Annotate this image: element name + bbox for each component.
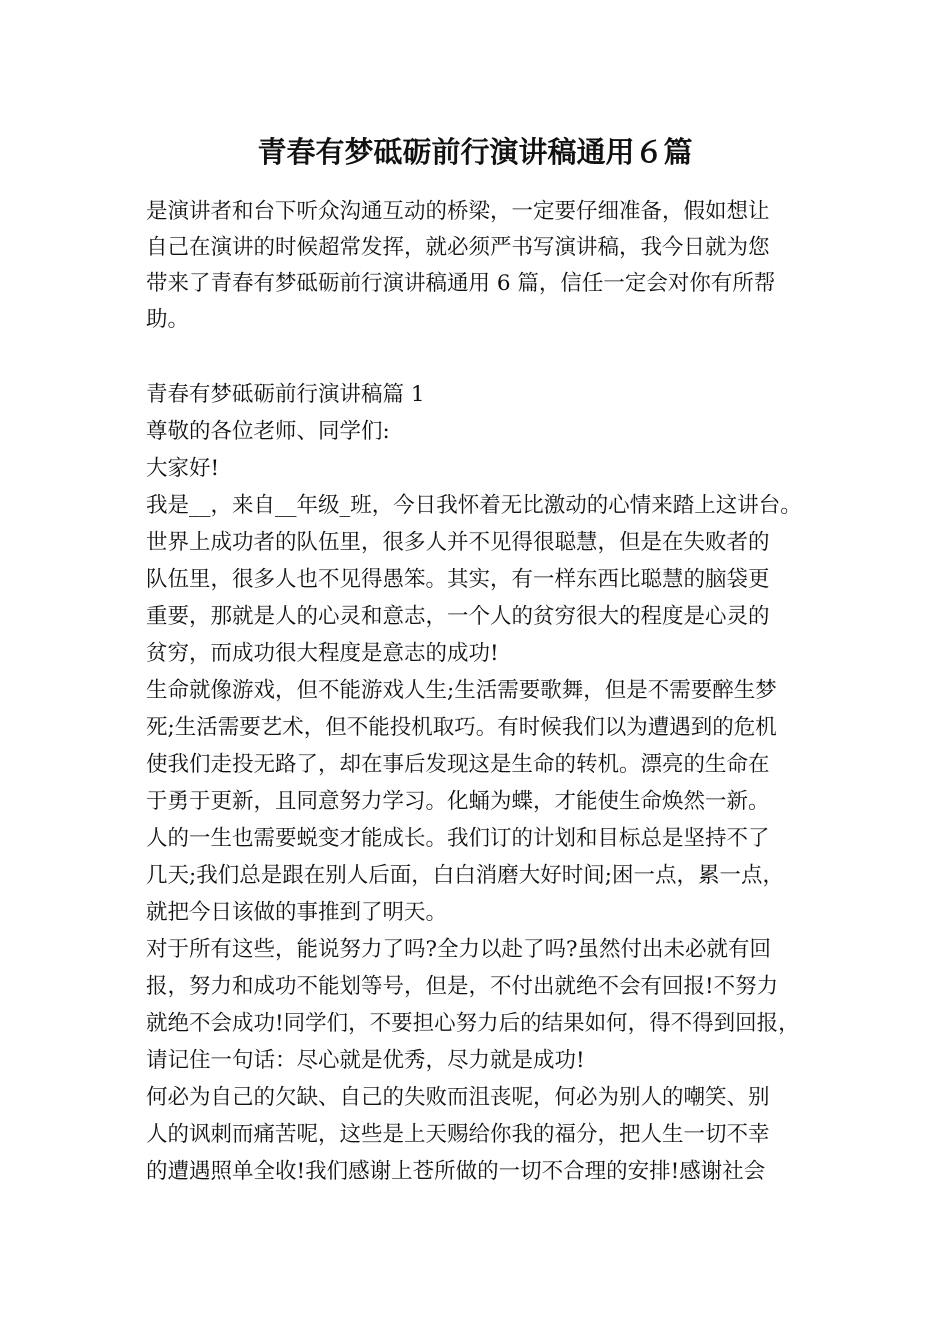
text-line: 死;生活需要艺术，但不能投机取巧。有时候我们以为遭遇到的危机	[146, 715, 777, 740]
text-line: 带来了青春有梦砥砺前行演讲稿通用 6 篇，信任一定会对你有所帮	[146, 271, 776, 296]
text-line: 自己在演讲的时候超常发挥，就必须严书写演讲稿，我今日就为您	[146, 235, 770, 260]
text-line: 世界上成功者的队伍里，很多人并不见得很聪慧，但是在失败者的	[146, 530, 770, 555]
text-line: 于勇于更新，且同意努力学习。化蛹为蝶，才能使生命焕然一新。	[146, 789, 770, 814]
speech-body	[146, 376, 836, 1190]
text-line: 队伍里，很多人也不见得愚笨。其实，有一样东西比聪慧的脑袋更	[146, 567, 770, 592]
intro-paragraph	[146, 194, 816, 338]
text-line: 助。	[146, 307, 190, 332]
text-line: 报，努力和成功不能划等号，但是，不付出就绝不会有回报!不努力	[146, 974, 779, 999]
text-line: 是演讲者和台下听众沟通互动的桥梁，一定要仔细准备，假如想让	[146, 199, 770, 224]
text-line: 大家好!	[146, 456, 220, 481]
text-line: 几天;我们总是跟在别人后面，白白消磨大好时间;困一点，累一点，	[146, 863, 784, 888]
text-line: 对于所有这些，能说努力了吗?全力以赴了吗?虽然付出未必就有回	[146, 937, 772, 962]
text-line: 生命就像游戏，但不能游戏人生;生活需要歌舞，但是不需要醉生梦	[146, 678, 777, 703]
text-line: 重要，那就是人的心灵和意志，一个人的贫穷很大的程度是心灵的	[146, 604, 770, 629]
text-line: 贫穷，而成功很大程度是意志的成功!	[146, 641, 499, 666]
section-heading: 青春有梦砥砺前行演讲稿篇 1	[146, 382, 425, 407]
text-line: 的遭遇照单全收!我们感谢上苍所做的一切不合理的安排!感谢社会	[146, 1159, 766, 1184]
text-line: 人的一生也需要蜕变才能成长。我们订的计划和目标总是坚持不了	[146, 826, 770, 851]
document-title: 青春有梦砥砺前行演讲稿通用６篇	[257, 135, 693, 169]
text-line: 就绝不会成功!同学们，不要担心努力后的结果如何，得不得到回报，	[146, 1011, 800, 1036]
text-line: 使我们走投无路了，却在事后发现这是生命的转机。漂亮的生命在	[146, 752, 770, 777]
text-line: 我是__，来自__年级_班，今日我怀着无比激动的心情来踏上这讲台。	[146, 493, 802, 518]
text-line: 请记住一句话：尽心就是优秀，尽力就是成功!	[146, 1048, 585, 1073]
text-line: 人的讽刺而痛苦呢，这些是上天赐给你我的福分，把人生一切不幸	[146, 1122, 770, 1147]
text-line: 尊敬的各位老师、同学们:	[146, 419, 390, 444]
text-line: 何必为自己的欠缺、自己的失败而沮丧呢，何必为别人的嘲笑、别	[146, 1085, 770, 1110]
text-line: 就把今日该做的事推到了明天。	[146, 900, 448, 925]
